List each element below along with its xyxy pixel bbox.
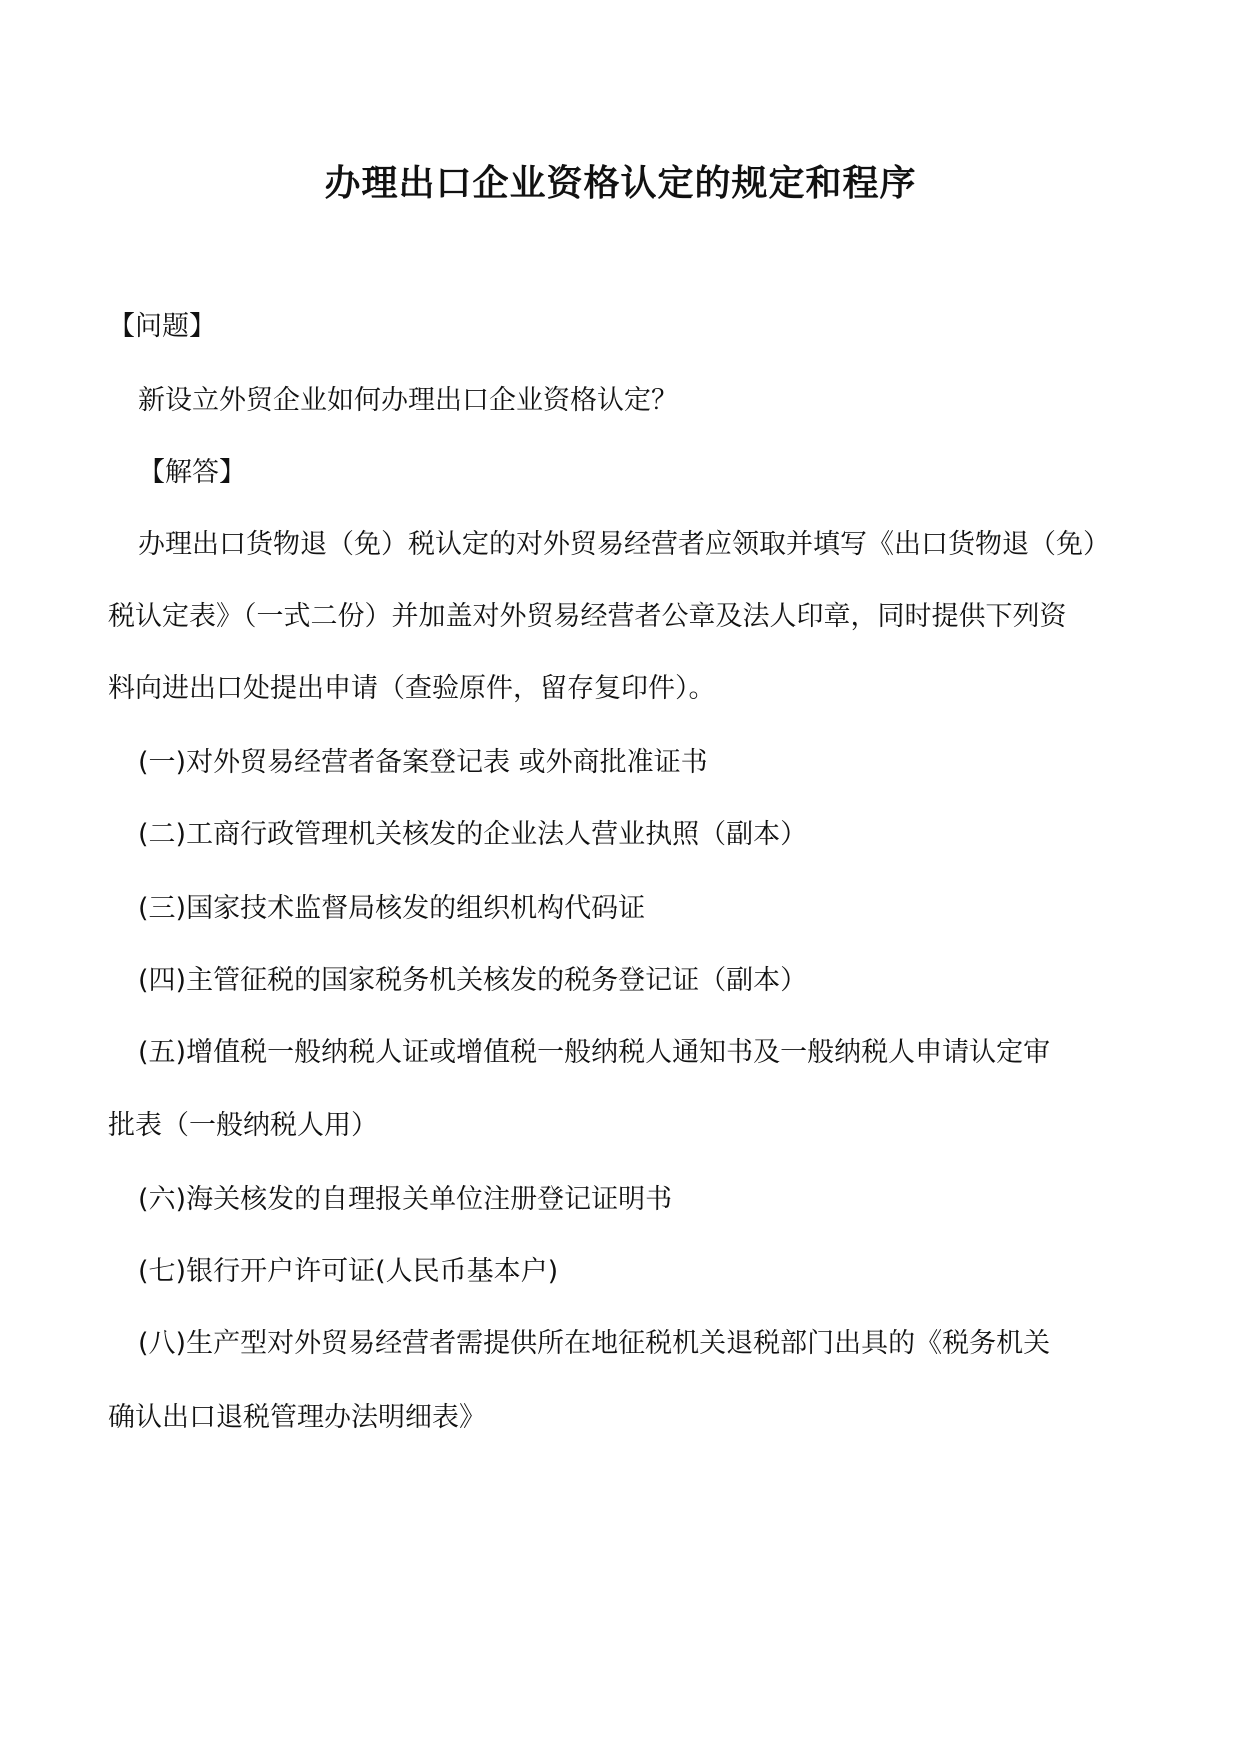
list-item-5-line-2: 批表（一般纳税人用） bbox=[108, 1110, 378, 1141]
intro-line-2: 税认定表》（一式二份）并加盖对外贸易经营者公章及法人印章，同时提供下列资 bbox=[108, 601, 1067, 632]
list-item-2: (二)工商行政管理机关核发的企业法人营业执照（副本） bbox=[138, 819, 808, 850]
list-item-7: (七)银行开户许可证(人民币基本户) bbox=[138, 1256, 559, 1287]
list-item-8-line-2: 确认出口退税管理办法明细表》 bbox=[108, 1402, 486, 1433]
list-item-8-line-1: (八)生产型对外贸易经营者需提供所在地征税机关退税部门出具的《税务机关 bbox=[138, 1328, 1051, 1359]
list-item-6: (六)海关核发的自理报关单位注册登记证明书 bbox=[138, 1184, 673, 1215]
list-item-5-line-1: (五)增值税一般纳税人证或增值税一般纳税人通知书及一般纳税人申请认定审 bbox=[138, 1037, 1051, 1068]
list-item-1: (一)对外贸易经营者备案登记表 或外商批准证书 bbox=[138, 747, 708, 778]
intro-line-3: 料向进出口处提出申请（查验原件，留存复印件）。 bbox=[108, 673, 716, 704]
question-label: 【问题】 bbox=[108, 311, 216, 342]
list-item-3: (三)国家技术监督局核发的组织机构代码证 bbox=[138, 893, 646, 924]
intro-line-1: 办理出口货物退（免）税认定的对外贸易经营者应领取并填写《出口货物退（免） bbox=[138, 529, 1110, 560]
answer-label: 【解答】 bbox=[138, 457, 246, 488]
question-text: 新设立外贸企业如何办理出口企业资格认定？ bbox=[138, 385, 678, 416]
list-item-4: (四)主管征税的国家税务机关核发的税务登记证（副本） bbox=[138, 965, 808, 996]
document-title: 办理出口企业资格认定的规定和程序 bbox=[324, 163, 917, 204]
